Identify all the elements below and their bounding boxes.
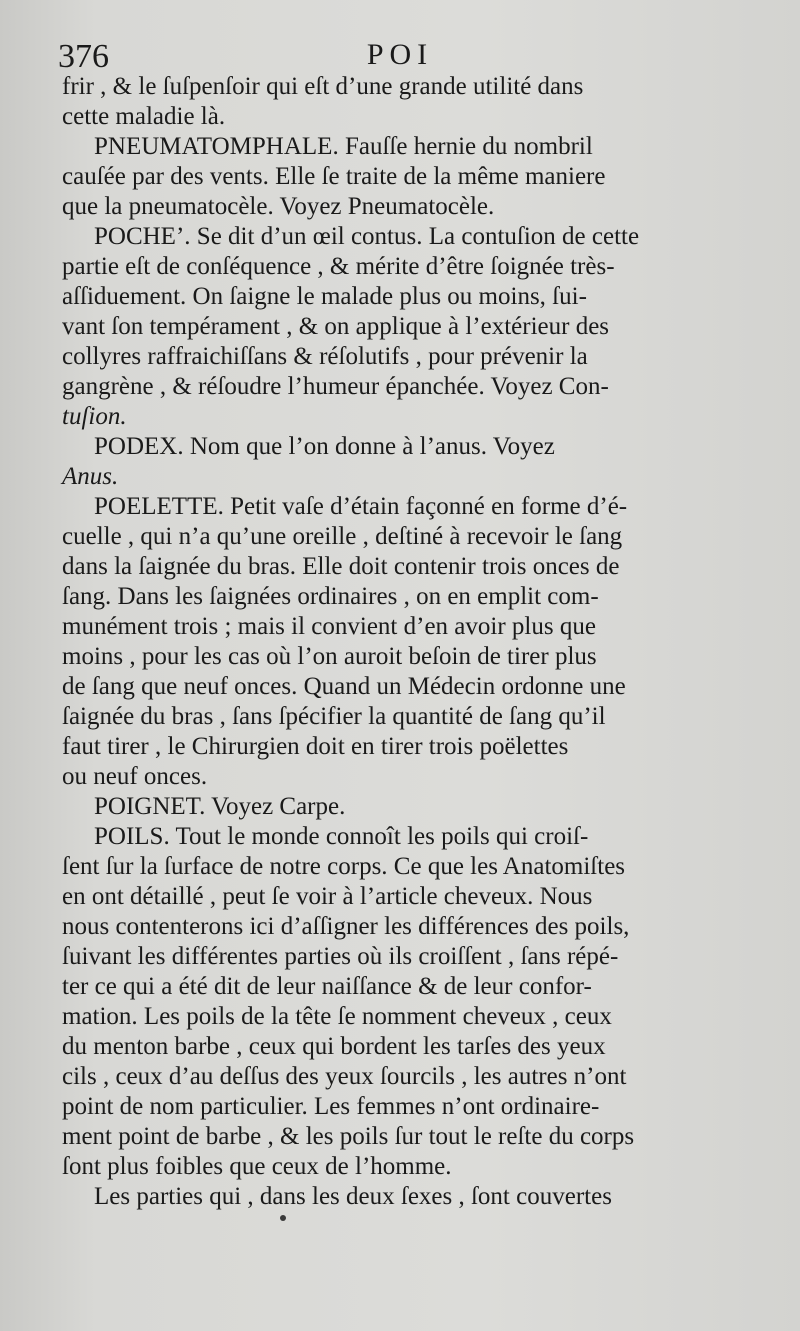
text-line: cils , ceux d’au deſſus des yeux ſourcils , les autres n’ont: [62, 1063, 627, 1090]
text-line: cauſée par des vents. Elle ſe traite de la même maniere: [62, 163, 606, 190]
entry-term: POILS.: [94, 823, 170, 850]
text-line: frir , & le ſuſpenſoir qui eſt d’une grande utilité dans: [62, 73, 584, 100]
entry-poils: [62, 822, 738, 1182]
text-line: partie eſt de conſéquence , & mérite d’être ſoignée très-: [62, 253, 615, 280]
entry-first-line: [62, 132, 738, 162]
text-line: vant ſon tempérament , & on applique à l’extérieur des: [62, 313, 610, 340]
text-line: Se dit d’un œil contus. La contuſion de cette: [196, 223, 640, 250]
entry-first-line: [62, 222, 738, 252]
entry-first-line: [62, 1182, 738, 1212]
text-line: ter ce qui a été dit de leur naiſſance & de leur confor-: [62, 973, 592, 1000]
text-line: ſent ſur la ſurface de notre corps. Ce que les Anatomiſtes: [62, 853, 626, 880]
text-line: que la pneumatocèle. Voyez Pneumatocèle.: [62, 193, 495, 220]
text-line: tuſion.: [62, 403, 127, 430]
text-line: cette maladie là.: [62, 103, 226, 130]
text-line: mation. Les poils de la tête ſe nomment cheveux , ceux: [62, 1003, 612, 1030]
text-line: gangrène , & réſoudre l’humeur épanchée. Voyez Con-: [62, 373, 609, 400]
text-line: Les parties qui , dans les deux ſexes , ſont couvertes: [94, 1183, 612, 1210]
entry-term: POCHE’.: [94, 223, 191, 250]
text-line: ſang. Dans les ſaignées ordinaires , on en emplit com-: [62, 583, 599, 610]
entry-pneumatomphale: [62, 132, 738, 222]
text-line: aſſiduement. On ſaigne le malade plus ou moins, ſui-: [62, 283, 587, 310]
entry-poelette: [62, 492, 738, 792]
entry-poils-continued: [62, 1182, 738, 1212]
page-number: 376: [58, 38, 109, 75]
body-text: [62, 72, 738, 1212]
text-line: Tout le monde connoît les poils qui croiſ-: [175, 823, 589, 850]
text-line: faut tirer , le Chirurgien doit en tirer trois poëlettes: [62, 733, 569, 760]
text-line: de ſang que neuf onces. Quand un Médecin ordonne une: [62, 673, 626, 700]
entry-poignet: [62, 792, 738, 822]
ink-speck: [280, 1215, 286, 1221]
entry-first-line: [62, 492, 738, 522]
text-line: ſont plus foibles que ceux de l’homme.: [62, 1153, 452, 1180]
text-line: ou neuf onces.: [62, 763, 208, 790]
text-line: dans la ſaignée du bras. Elle doit contenir trois onces de: [62, 553, 620, 580]
text-line: en ont détaillé , peut ſe voir à l’article cheveux. Nous: [62, 883, 593, 910]
text-line: ſuivant les différentes parties où ils croiſſent , ſans répé-: [62, 943, 619, 970]
text-line: collyres raffraichiſſans & réſolutifs , pour prévenir la: [62, 343, 588, 370]
text-line: moins , pour les cas où l’on auroit beſoin de tirer plus: [62, 643, 597, 670]
running-head: POI: [366, 38, 434, 71]
text-line: cuelle , qui n’a qu’une oreille , deſtiné à recevoir le ſang: [62, 523, 623, 550]
text-line: ment point de barbe , & les poils ſur tout le reſte du corps: [62, 1123, 635, 1150]
entry-first-line: [62, 432, 738, 462]
entry-term: POIGNET.: [94, 793, 206, 820]
entry-continuation: [62, 72, 738, 132]
text-line: Anus.: [62, 463, 119, 490]
text-line: point de nom particulier. Les femmes n’ont ordinaire-: [62, 1093, 600, 1120]
entry-first-line: [62, 822, 738, 852]
text-line: ſaignée du bras , ſans ſpécifier la quantité de ſang qu’il: [62, 703, 606, 730]
text-line: munément trois ; mais il convient d’en avoir plus que: [62, 613, 596, 640]
text-line: nous contenterons ici d’aſſigner les différences des poils,: [62, 913, 630, 940]
text-line: Voyez Carpe.: [211, 793, 346, 820]
text-line: Fauſſe hernie du nombril: [344, 133, 593, 160]
text-line: Petit vaſe d’étain façonné en forme d’é-: [230, 493, 628, 520]
entry-term: POELETTE.: [94, 493, 224, 520]
entry-term: PODEX.: [94, 433, 184, 460]
entry-podex: [62, 432, 738, 492]
entry-first-line: [62, 792, 738, 822]
entry-poche: [62, 222, 738, 432]
text-line: Nom que l’on donne à l’anus. Voyez: [189, 433, 555, 460]
entry-term: PNEUMATOMPHALE.: [94, 133, 339, 160]
text-line: du menton barbe , ceux qui bordent les tarſes des yeux: [62, 1033, 606, 1060]
